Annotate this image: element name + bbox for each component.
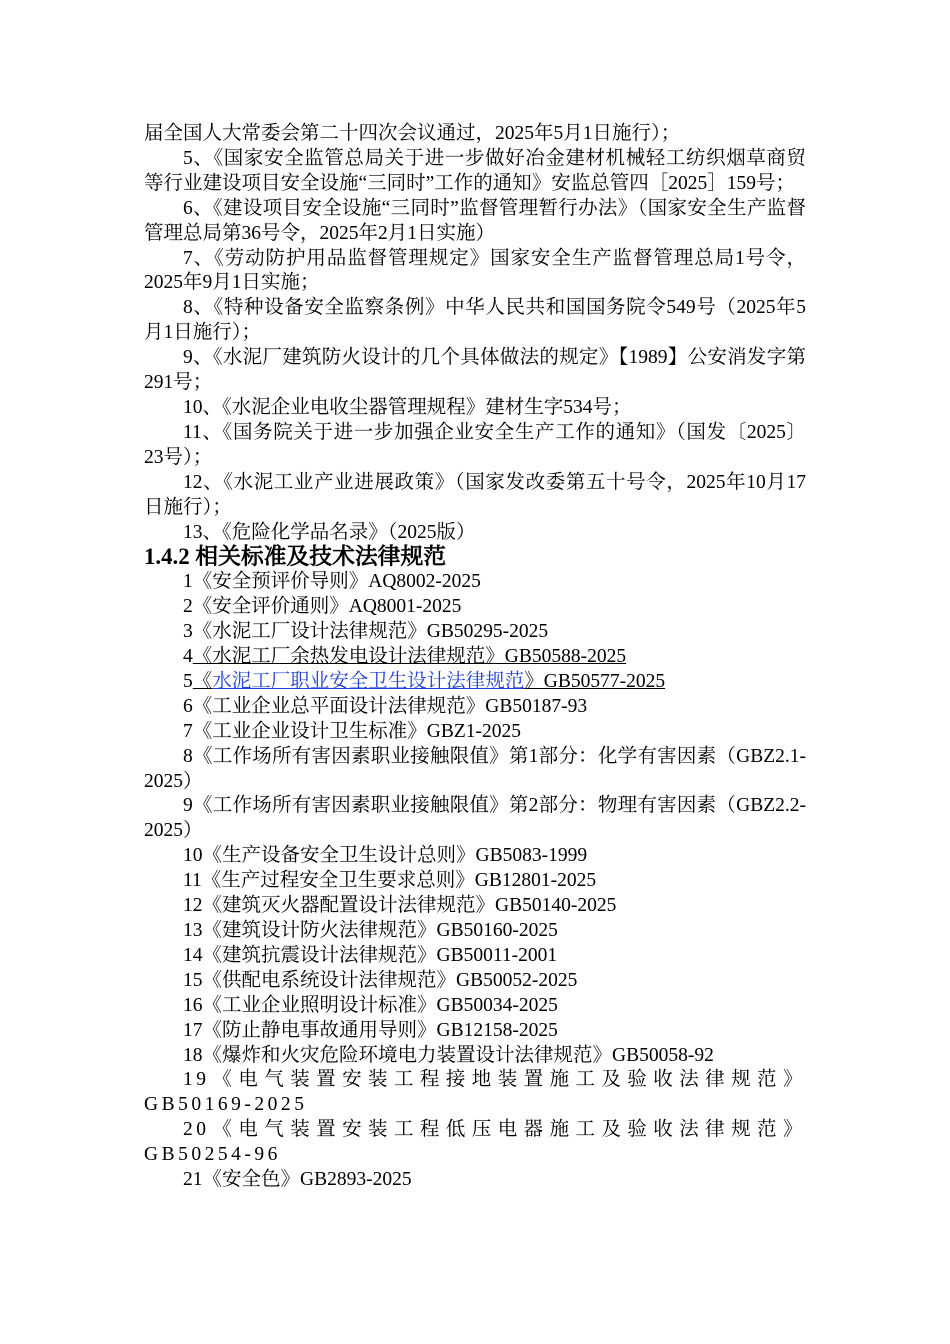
paragraph-law-13: 13、《危险化学品名录》（2025版） bbox=[183, 521, 476, 543]
section-heading: 1.4.2 相关标准及技术法律规范 bbox=[144, 544, 447, 570]
paragraph-law-7: 7、《劳动防护用品监督管理规定》国家安全生产监督管理总局1号令，2025年9月1日实施； bbox=[144, 247, 806, 294]
standard-item-20: 20《电气装置安装工程低压电器施工及验收法律规范》GB50254-96 bbox=[144, 1119, 806, 1166]
paragraph-law-5: 5、《国家安全监管总局关于进一步做好冶金建材机械轻工纺织烟草商贸等行业建设项目安全设施“三同时”工作的通知》安监总管四［2025］159号； bbox=[144, 147, 806, 194]
paragraph-law-6: 6、《建设项目安全设施“三同时”监督管理暂行办法》（国家安全生产监督管理总局第36号令，2025年2月1日实施） bbox=[144, 197, 806, 244]
standard-item-16: 16《工业企业照明设计标准》GB50034-2025 bbox=[183, 994, 558, 1016]
standard-item-17: 17《防止静电事故通用导则》GB12158-2025 bbox=[183, 1019, 558, 1041]
standard-item-4-link[interactable]: 《水泥工厂余热发电设计法律规范》GB50588-2025 bbox=[192, 646, 627, 668]
standard-item-14: 14《建筑抗震设计法律规范》GB50011-2001 bbox=[183, 944, 558, 966]
paragraph-law-12: 12、《水泥工业产业进展政策》（国家发改委第五十号令，2025年10月17日施行）； bbox=[144, 471, 806, 518]
standard-item-5-link[interactable]: 水泥工厂职业安全卫生设计法律规范 bbox=[212, 670, 525, 692]
document-page bbox=[144, 122, 806, 1193]
standard-item-9: 9《工作场所有害因素职业接触限值》第2部分：物理有害因素（GBZ2.2-2025） bbox=[144, 795, 806, 842]
standard-item-7: 7《工业企业设计卫生标准》GBZ1-2025 bbox=[183, 720, 521, 742]
standard-item-8: 8《工作场所有害因素职业接触限值》第1部分：化学有害因素（GBZ2.1-2025） bbox=[144, 745, 806, 792]
standard-item-2: 2《安全评价通则》AQ8001-2025 bbox=[183, 596, 462, 618]
standard-item-13: 13《建筑设计防火法律规范》GB50160-2025 bbox=[183, 920, 558, 941]
standard-item-4 bbox=[144, 645, 806, 670]
standard-item-6: 6《工业企业总平面设计法律规范》GB50187-93 bbox=[183, 695, 588, 717]
standard-item-4-number: 4 bbox=[183, 646, 193, 668]
standard-item-5-open: 《 bbox=[192, 670, 213, 692]
standard-item-12: 12《建筑灭火器配置设计法律规范》GB50140-2025 bbox=[183, 895, 617, 917]
standard-item-10: 10《生产设备安全卫生设计总则》GB5083-1999 bbox=[183, 845, 588, 867]
standard-item-19: 19《电气装置安装工程接地装置施工及验收法律规范》GB50169-2025 bbox=[144, 1069, 806, 1116]
standard-item-11: 11《生产过程安全卫生要求总则》GB12801-2025 bbox=[183, 870, 597, 892]
standard-item-3: 3《水泥工厂设计法律规范》GB50295-2025 bbox=[183, 621, 549, 643]
standard-item-5-number: 5 bbox=[183, 670, 193, 692]
standard-item-18: 18《爆炸和火灾危险环境电力装置设计法律规范》GB50058-92 bbox=[183, 1044, 714, 1066]
standard-item-5-close: 》GB50577-2025 bbox=[524, 670, 666, 692]
standard-item-15: 15《供配电系统设计法律规范》GB50052-2025 bbox=[183, 969, 578, 991]
paragraph-law-11: 11、《国务院关于进一步加强企业安全生产工作的通知》（国发〔2025〕23号）； bbox=[144, 421, 806, 468]
standard-item-5 bbox=[144, 670, 806, 695]
paragraph-law-4-tail: 届全国人大常委会第二十四次会议通过，2025年5月1日施行）； bbox=[144, 123, 681, 144]
paragraph-law-10: 10、《水泥企业电收尘器管理规程》建材生字534号； bbox=[183, 396, 632, 418]
paragraph-law-8: 8、《特种设备安全监察条例》中华人民共和国国务院令549号（2025年5月1日施行）； bbox=[144, 297, 806, 344]
paragraph-law-9: 9、《水泥厂建筑防火设计的几个具体做法的规定》【1989】公安消发字第291号； bbox=[144, 347, 806, 394]
standard-item-1: 1《安全预评价导则》AQ8002-2025 bbox=[183, 571, 481, 593]
standard-item-21: 21《安全色》GB2893-2025 bbox=[183, 1169, 412, 1191]
